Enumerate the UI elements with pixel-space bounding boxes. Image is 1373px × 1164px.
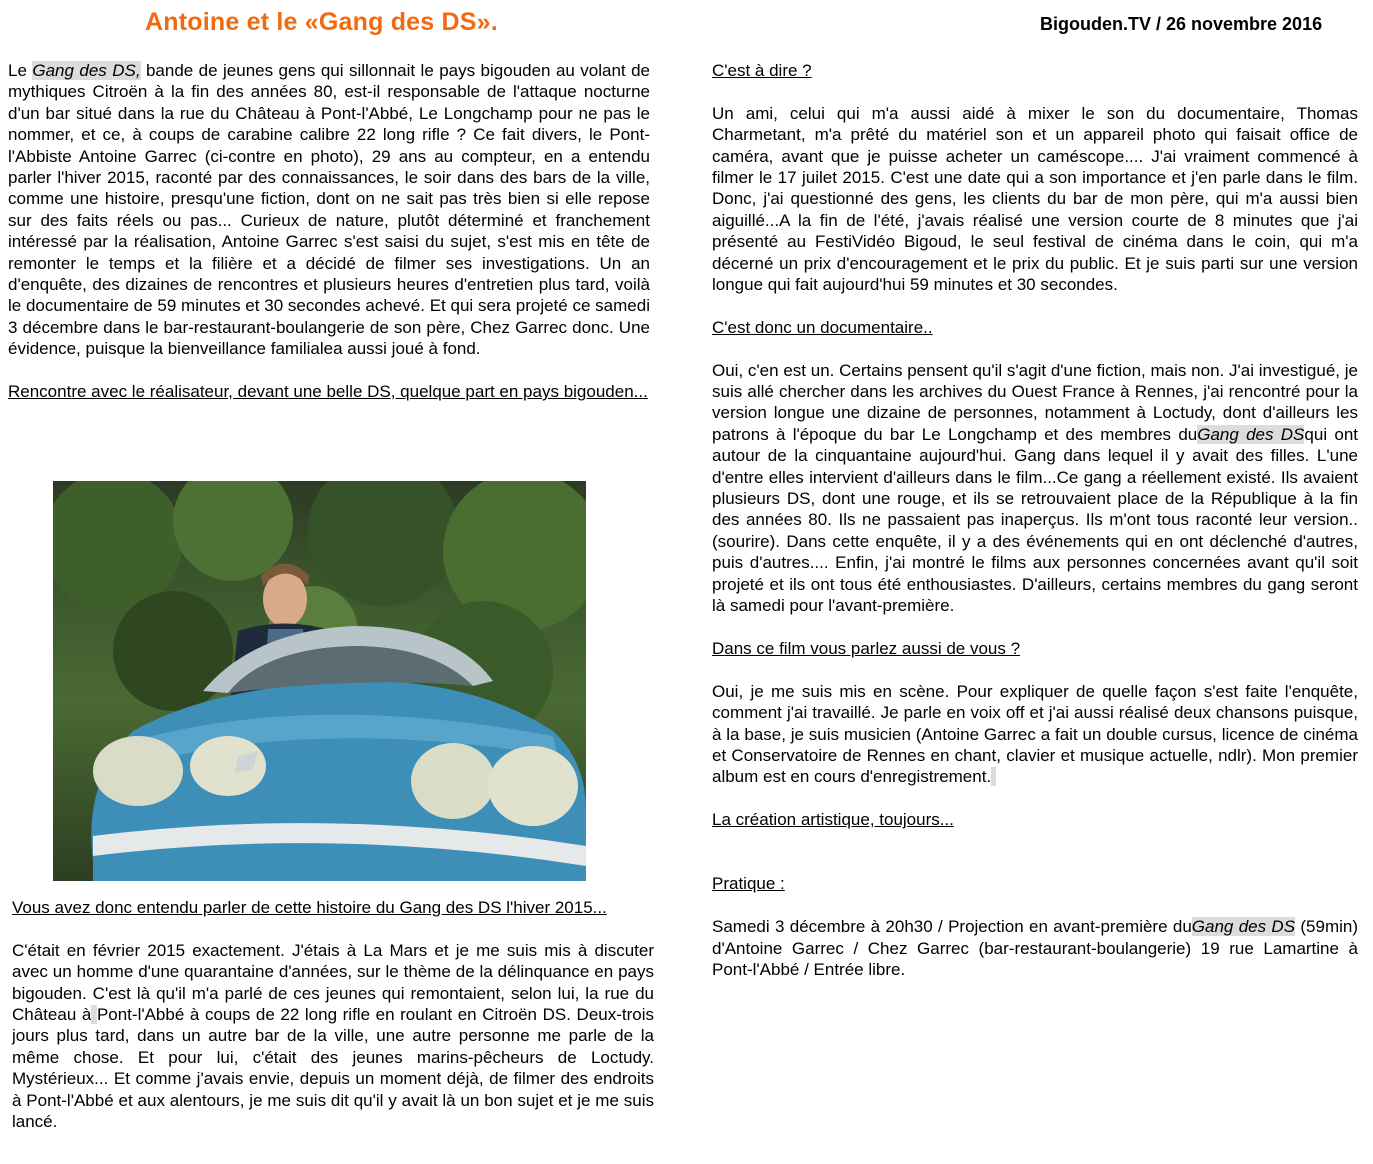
interview-column bbox=[712, 60, 1358, 980]
intro-paragraph: Le Gang des DS, bande de jeunes gens qui sillonnait le pays bigouden au volant de mythiques Citroën à la fin des années 80, est-il responsable de l'attaque nocturne d'un bar situé dans la rue du Château à Pont-l'Abbé, Le Longchamp pour ne pas le nommer, et ce, à coups de carabine calibre 22 long rifle ? Ce fait divers, le Pont-l'Abbiste Antoine Garrec (ci-contre en photo), 29 ans au compteur, en a entendu parler l'hiver 2015, raconté par des connaissances, le soir dans des bars de la ville, comme une histoire, presqu'une fiction, dont on ne sait pas très bien si elle repose sur des faits réels ou pas... Curieux de nature, plutôt déterminé et franchement intéressé par la réalisation, Antoine Garrec s'est saisi du sujet, s'est mis en tête de remonter le temps et la filière et a décidé de filmer ses investigations. Un an d'enquête, des dizaines de rencontres et plusieurs heures d'entretien plus tard, voilà le documentaire de 59 minutes et 30 secondes achevé. Et qui sera projeté ce samedi 3 décembre dans le bar-restaurant-boulangerie de son père, Chez Garrec donc. Une évidence, puisque la bienveillance familialea aussi joué à fond. bbox=[8, 61, 650, 359]
q1-column bbox=[12, 897, 654, 1132]
gang-name-italic: Gang des DS, bbox=[32, 61, 141, 80]
q2-question: C'est à dire ? bbox=[712, 61, 812, 80]
photo-caption: Rencontre avec le réalisateur, devant une belle DS, quelque part en pays bigouden... bbox=[8, 382, 648, 402]
q4-question: Dans ce film vous parlez aussi de vous ? bbox=[712, 638, 1021, 658]
gang-name-italic: Gang des DS bbox=[1191, 917, 1296, 937]
q3-question: C'est donc un documentaire.. bbox=[712, 317, 933, 337]
q1-question: Vous avez donc entendu parler de cette histoire du Gang des DS l'hiver 2015... bbox=[12, 898, 607, 917]
closing-caption: La création artistique, toujours... bbox=[712, 810, 954, 830]
q2-answer: Un ami, celui qui m'a aussi aidé à mixer le son du documentaire, Thomas Charmetant, m'a prêté du matériel son et un appareil photo qui faisait office de caméra, avant que je puisse acheter un caméscope.... J'ai vraiment commencé à filmer le 17 juilet 2015. C'est une date qui a son importance et j'en parle dans le film. Donc, j'ai questionné des gens, les clients du bar de mon père, qui m'a aussi bien aiguillé...A la fin de l'été, j'avais réalisé une version courte de 8 minutes que j'ai présenté au FestiVidéo Bigoud, le seul festival de cinéma dans le coin, qui m'a décerné un prix d'encouragement et le prix du public. Et je suis parti sur une version longue qui fait aujourd'hui 59 minutes et 30 secondes. bbox=[712, 103, 1358, 295]
photo-man-with-ds bbox=[53, 481, 586, 881]
article-title: Antoine et le «Gang des DS». bbox=[145, 8, 498, 36]
q4-answer: Oui, je me suis mis en scène. Pour expliquer de quelle façon s'est faite l'enquête, comment j'ai travaillé. Je parle en voix off et j'ai aussi réalisé deux chansons puisque, à la base, je suis musicien (Antoine Garrec a fait un double cursus, licence de cinéma et Conservatoire de Rennes en chant, clavier et musique actuelle, ndlr). Mon premier album est en cours d'enregistrement. bbox=[712, 681, 1358, 787]
pratique-info: Samedi 3 décembre à 20h30 / Projection en avant-première duGang des DS (59min) d'Antoine Garrec / Chez Garrec (bar-restaurant-boulangerie) 19 rue Lamartine à Pont-l'Abbé / Entrée libre. bbox=[712, 917, 1358, 979]
q1-answer: C'était en février 2015 exactement. J'étais à La Mars et je me suis mis à discuter avec un homme d'une quarantaine d'années, sur le thème de la délinquance en pays bigouden. C'est là qu'il m'a parlé de ces jeunes qui remontaient, selon lui, la rue du Château à Pont-l'Abbé à coups de 22 long rifle en roulant en Citroën DS. Deux-trois jours plus tard, dans un autre bar de la ville, une autre personne me parle de la même chose. Et pour lui, c'était des jeunes marins-pêcheurs de Loctudy. Mystérieux... Et comme j'avais envie, depuis un moment déjà, de filmer des endroits à Pont-l'Abbé et aux alentours, je me suis dit qu'il y avait là un bon sujet et je me suis lancé. bbox=[12, 940, 655, 1132]
source-date: Bigouden.TV / 26 novembre 2016 bbox=[1040, 14, 1323, 34]
q3-answer: Oui, c'en est un. Certains pensent qu'il s'agit d'une fiction, mais non. J'ai investigué, je suis allé chercher dans les archives du Ouest France à Rennes, j'ai rencontré pour la version longue une dizaine de personnes, notamment à Loctudy, dont d'ailleurs les patrons à l'époque du bar Le Longchamp et des membres duGang des DSqui ont autour de la cinquantaine aujourd'hui. Gang dans lequel il y avait des filles. L'une d'entre elles intervient d'ailleurs dans le film...Ce gang a réellement existé. Ils avaient plusieurs DS, dont une rouge, et ils se retrouvaient place de la République à la fin des années 80. Ils ne passaient pas inaperçus. Ils m'ont tous raconté leur version.. (sourire). Dans cette enquête, il y a des événements qui en ont déclenché d'autres, puis d'autres.... Enfin, j'ai montré le films aux personnes concernées avant qu'il soit projeté et ils ont tous été enthousiastes. D'ailleurs, certains membres du gang seront là samedi pour l'avant-première. bbox=[712, 360, 1358, 616]
intro-column bbox=[8, 60, 650, 402]
pratique-label: Pratique : bbox=[712, 874, 785, 894]
gang-name-italic: Gang des DS bbox=[1197, 424, 1305, 444]
